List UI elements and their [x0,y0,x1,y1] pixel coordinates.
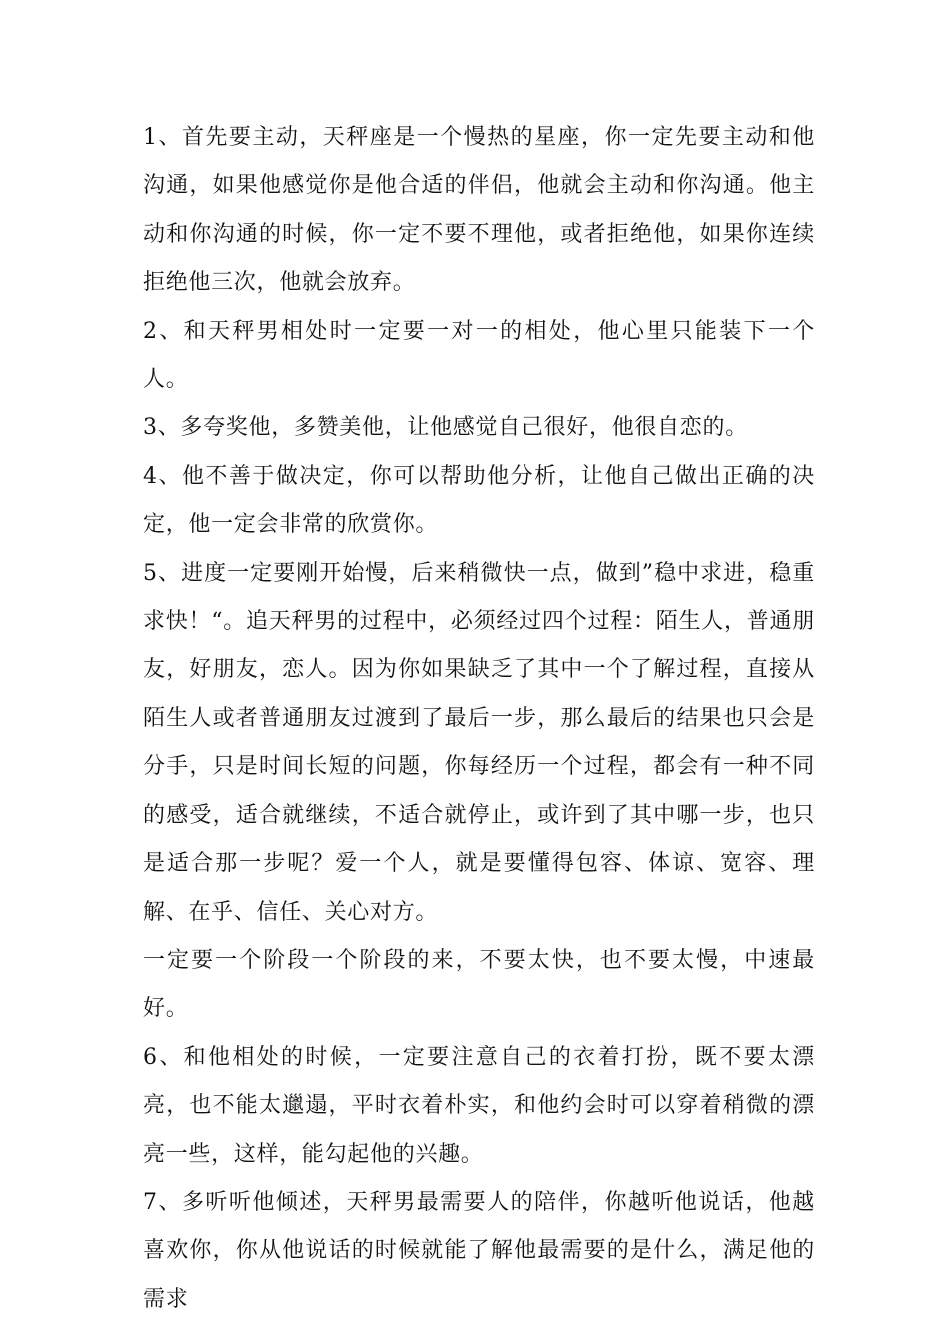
paragraph-4: 4、他不善于做决定，你可以帮助他分析，让他自己做出正确的决定，他一定会非常的欣赏你。 [143,463,815,538]
paragraph-6: 6、和他相处的时候，一定要注意自己的衣着打扮，既不要太漂亮，也不能太邋遢，平时衣着朴实，和他约会时可以穿着稍微的漂亮一些，这样，能勾起他的兴趣。 [143,1044,815,1167]
paragraph-5-note: 一定要一个阶段一个阶段的来，不要太快，也不要太慢，中速最好。 [143,947,815,1022]
document-body [143,114,815,1324]
paragraph-2: 2、和天秤男相处时一定要一对一的相处，他心里只能装下一个人。 [143,318,815,393]
paragraph-1: 1、首先要主动，天秤座是一个慢热的星座，你一定先要主动和他沟通，如果他感觉你是他合适的伴侣，他就会主动和你沟通。他主动和你沟通的时候，你一定不要不理他，或者拒绝他，如果你连续拒绝他三次，他就会放弃。 [143,125,815,296]
paragraph-3: 3、多夸奖他，多赞美他，让他感觉自己很好，他很自恋的。 [143,415,748,441]
paragraph-7: 7、多听听他倾述，天秤男最需要人的陪伴，你越听他说话，他越喜欢你，你从他说话的时候就能了解他最需要的是什么，满足他的需求 [143,1189,815,1312]
paragraph-5: 5、进度一定要刚开始慢，后来稍微快一点，做到”稳中求进，稳重求快！“。追天秤男的过程中，必须经过四个过程：陌生人，普通朋友，好朋友，恋人。因为你如果缺乏了其中一个了解过程，直接从陌生人或者普通朋友过渡到了最后一步，那么最后的结果也只会是分手，只是时间长短的问题，你每经历一个过程，都会有一种不同的感受，适合就继续，不适合就停止，或许到了其中哪一步，也只是适合那一步呢？爱一个人，就是要懂得包容、体谅、宽容、理解、在乎、信任、关心对方。 [143,560,815,925]
